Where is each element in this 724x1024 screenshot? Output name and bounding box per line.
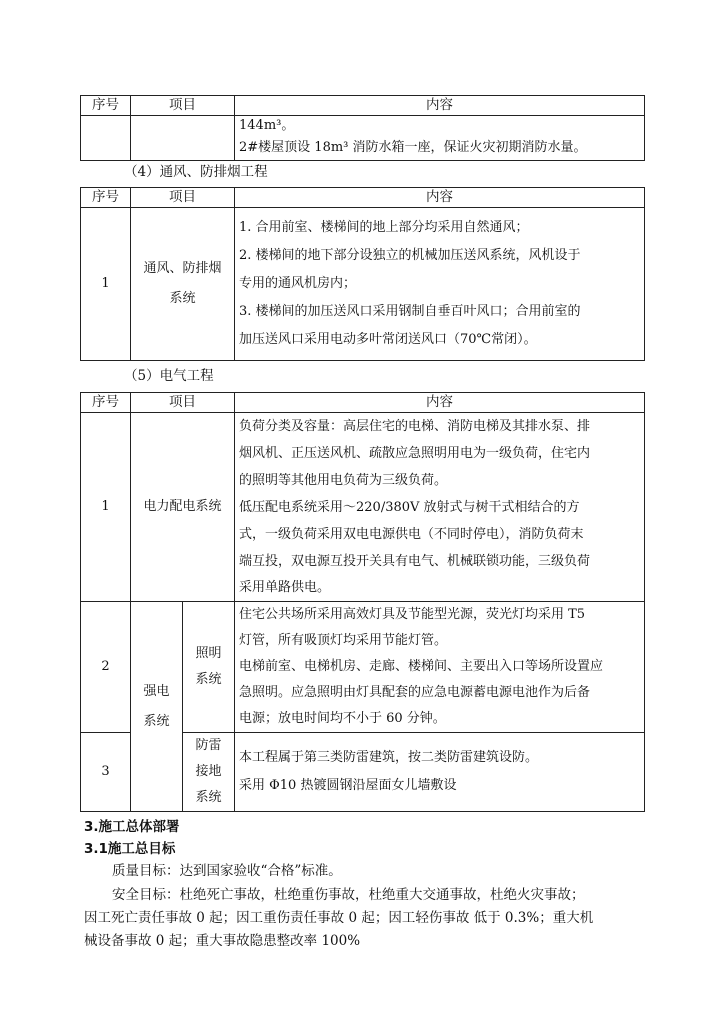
content-line: 电源；放电时间均不小于 60 分钟。: [239, 711, 446, 726]
content-line: 144m³。: [239, 118, 295, 133]
content-line: 负荷分类及容量：高层住宅的电梯、消防电梯及其排水泵、排: [239, 419, 591, 434]
content-line: 电梯前室、电梯机房、走廊、楼梯间、主要出入口等场所设置应: [239, 659, 604, 674]
row-content: [235, 208, 645, 361]
table-electrical: [80, 392, 645, 812]
row-content: [235, 413, 645, 602]
table-ventilation: [80, 187, 645, 361]
content-line: 端互投，双电源互投开关具有电气、机械联锁功能，三级负荷: [239, 554, 591, 569]
row-content: [235, 116, 645, 161]
content-line: 1. 合用前室、楼梯间的地上部分均采用自然通风；: [239, 220, 529, 235]
content-line: 烟风机、正压送风机、疏散应急照明用电为一级负荷，住宅内: [239, 446, 591, 461]
group-line: 系统: [143, 713, 170, 729]
table-row: [81, 413, 645, 602]
row-item: [131, 116, 235, 161]
header-no: 序号: [81, 188, 131, 208]
content-line: 2#楼屋顶设 18m³ 消防水箱一座，保证火灾初期消防水量。: [239, 140, 587, 155]
content-line: 低压配电系统采用～220/380V 放射式与树干式相结合的方: [239, 500, 580, 515]
content-line: 的照明等其他用电负荷为三级负荷。: [239, 473, 448, 488]
content-line: 采用 Φ10 热镀圆钢沿屋面女儿墙敷设: [239, 778, 457, 793]
content-line: 采用单路供电。: [239, 580, 331, 595]
content-line: 急照明。应急照明由灯具配套的应急电源蓄电源电池作为后备: [239, 685, 591, 700]
group-line: 强电: [143, 683, 170, 699]
heading-overall-goal: 3.1施工总目标: [84, 841, 176, 857]
item-line: 系统: [169, 291, 196, 306]
header-content: 内容: [235, 96, 645, 116]
header-item: 项目: [131, 96, 235, 116]
lightning-grounding-label: 防雷 接地 系统: [183, 733, 235, 812]
heading-construction-deployment: 3.施工总体部署: [84, 819, 180, 835]
header-item: 项目: [131, 188, 235, 208]
table-water-supply: [80, 95, 645, 161]
section-title-electrical: （5）电气工程: [124, 368, 214, 384]
safety-goal-line-2: 因工死亡责任事故 0 起；因工重伤责任事故 0 起；因工轻伤事故 低于 0.3%；重大机: [84, 910, 594, 926]
content-line: 2. 楼梯间的地下部分设独立的机械加压送风系统，风机设于: [239, 248, 581, 263]
header-item: 项目: [131, 393, 235, 413]
content-line: 灯管，所有吸顶灯均采用节能灯管。: [239, 633, 448, 648]
table-header-row: [81, 393, 645, 413]
lighting-system-label: 照明 系统: [183, 602, 235, 733]
row-no: 1: [81, 413, 131, 602]
content-line: 加压送风口采用电动多叶常闭送风口（70℃常闭）。: [239, 332, 537, 347]
row-no: 3: [81, 733, 131, 812]
content-line: 3. 楼梯间的加压送风口采用钢制自垂百叶风口；合用前室的: [239, 304, 581, 319]
header-content: 内容: [235, 393, 645, 413]
safety-goal-line-1: 安全目标：杜绝死亡事故，杜绝重伤事故，杜绝重大交通事故，杜绝火灾事故；: [112, 887, 585, 903]
table-row: [81, 602, 645, 733]
row-no: [81, 116, 131, 161]
header-no: 序号: [81, 393, 131, 413]
quality-goal: 质量目标：达到国家验收“合格”标准。: [112, 863, 342, 879]
content-line: 本工程属于第三类防雷建筑，按二类防雷建筑设防。: [239, 750, 539, 765]
header-no: 序号: [81, 96, 131, 116]
strong-power-group: [131, 602, 183, 812]
row-content: [235, 733, 645, 812]
content-line: 专用的通风机房内；: [239, 276, 357, 291]
row-no: 2: [81, 602, 131, 733]
table-row: [81, 116, 645, 161]
row-item: 电力配电系统: [131, 413, 235, 602]
content-line: 住宅公共场所采用高效灯具及节能型光源，荧光灯均采用 T5: [239, 607, 586, 622]
row-content: [235, 602, 645, 733]
section-title-ventilation: （4）通风、防排烟工程: [124, 164, 268, 180]
content-line: 式，一级负荷采用双电电源供电（不同时停电），消防负荷末: [239, 527, 584, 542]
table-row: [81, 208, 645, 361]
safety-goal-line-3: 械设备事故 0 起；重大事故隐患整改率 100%: [84, 933, 361, 949]
row-no: 1: [81, 208, 131, 361]
table-header-row: [81, 96, 645, 116]
row-item: [131, 208, 235, 361]
table-header-row: [81, 188, 645, 208]
header-content: 内容: [235, 188, 645, 208]
item-line: 通风、防排烟: [143, 261, 222, 276]
